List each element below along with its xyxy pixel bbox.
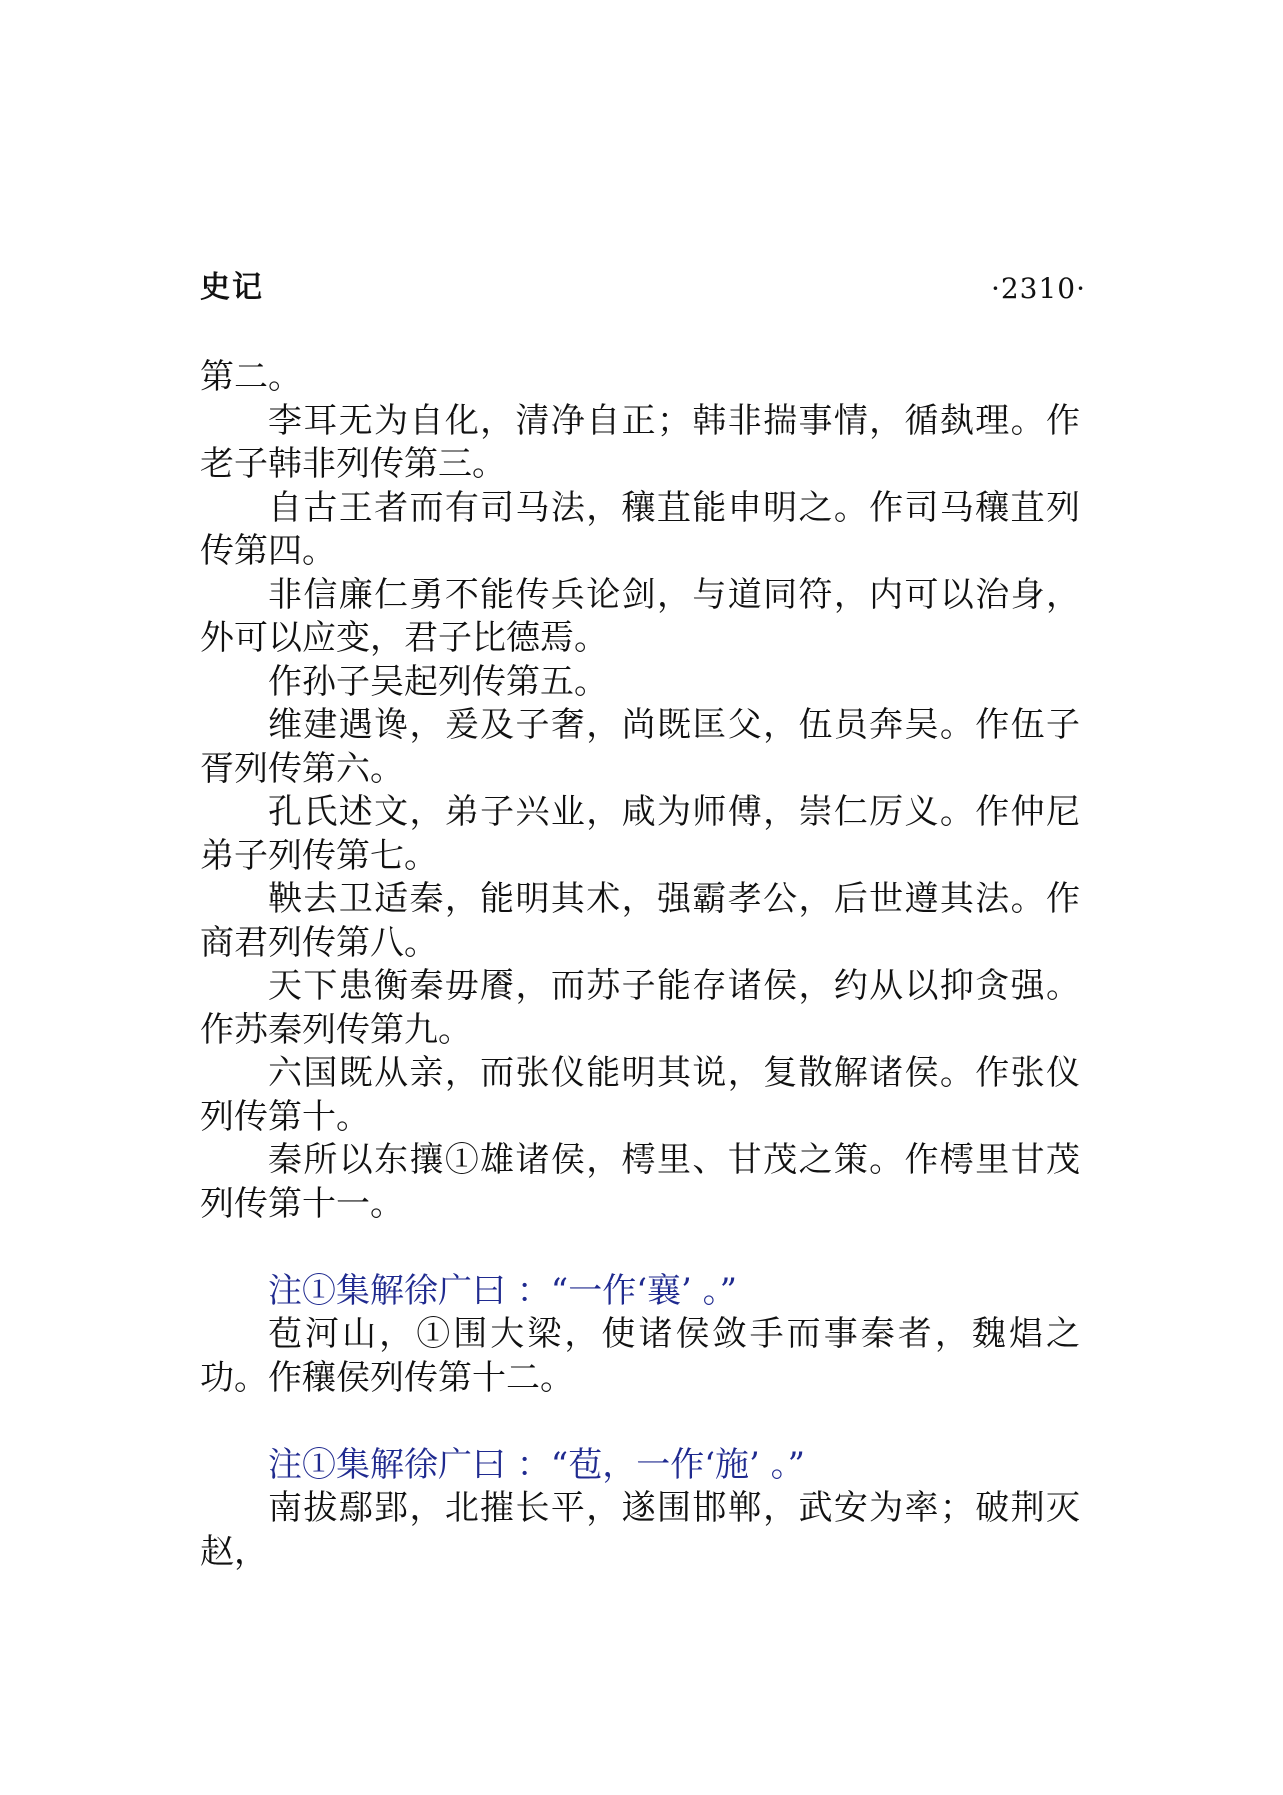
footnote: 注①集解徐广曰 ：“一作‘襄’ 。” [268,1270,737,1311]
page-body [200,356,1080,1574]
paragraph: 非信廉仁勇不能传兵论剑，与道同符，内可以治身，外可以应变，君子比德焉。 [200,574,1080,658]
paragraph: 苞河山，①围大梁，使诸侯敛手而事秦者，魏焻之功。作穰侯列传第十二。 [200,1314,1080,1398]
paragraph: 孔氏述文，弟子兴业，咸为师傅，崇仁厉义。作仲尼弟子列传第七。 [200,792,1080,876]
paragraph: 自古王者而有司马法，穰苴能申明之。作司马穰苴列传第四。 [200,487,1080,571]
paragraph: 天下患衡秦毋餍，而苏子能存诸侯，约从以抑贪强。作苏秦列传第九。 [200,966,1080,1050]
paragraph: 鞅去卫适秦，能明其术，强霸孝公，后世遵其法。作商君列传第八。 [200,879,1080,963]
paragraph: 六国既从亲，而张仪能明其说，复散解诸侯。作张仪列传第十。 [200,1053,1080,1137]
paragraph: 李耳无为自化，清净自正；韩非揣事情，循埶理。作老子韩非列传第三。 [200,400,1080,484]
paragraph: 秦所以东攘①雄诸侯，樗里、甘茂之策。作樗里甘茂列传第十一。 [200,1140,1080,1224]
paragraph: 南拔鄢郢，北摧长平，遂围邯郸，武安为率；破荆灭赵， [200,1488,1080,1572]
footnote: 注①集解徐广曰 ：“苞，一作‘施’ 。” [268,1444,805,1485]
page-number: ·2310· [990,272,1086,305]
paragraph: 作孙子吴起列传第五。 [268,661,608,702]
book-title: 史记 [200,270,264,305]
paragraph: 第二。 [200,357,302,397]
paragraph: 维建遇谗，爰及子奢，尚既匡父，伍员奔吴。作伍子胥列传第六。 [200,705,1080,789]
